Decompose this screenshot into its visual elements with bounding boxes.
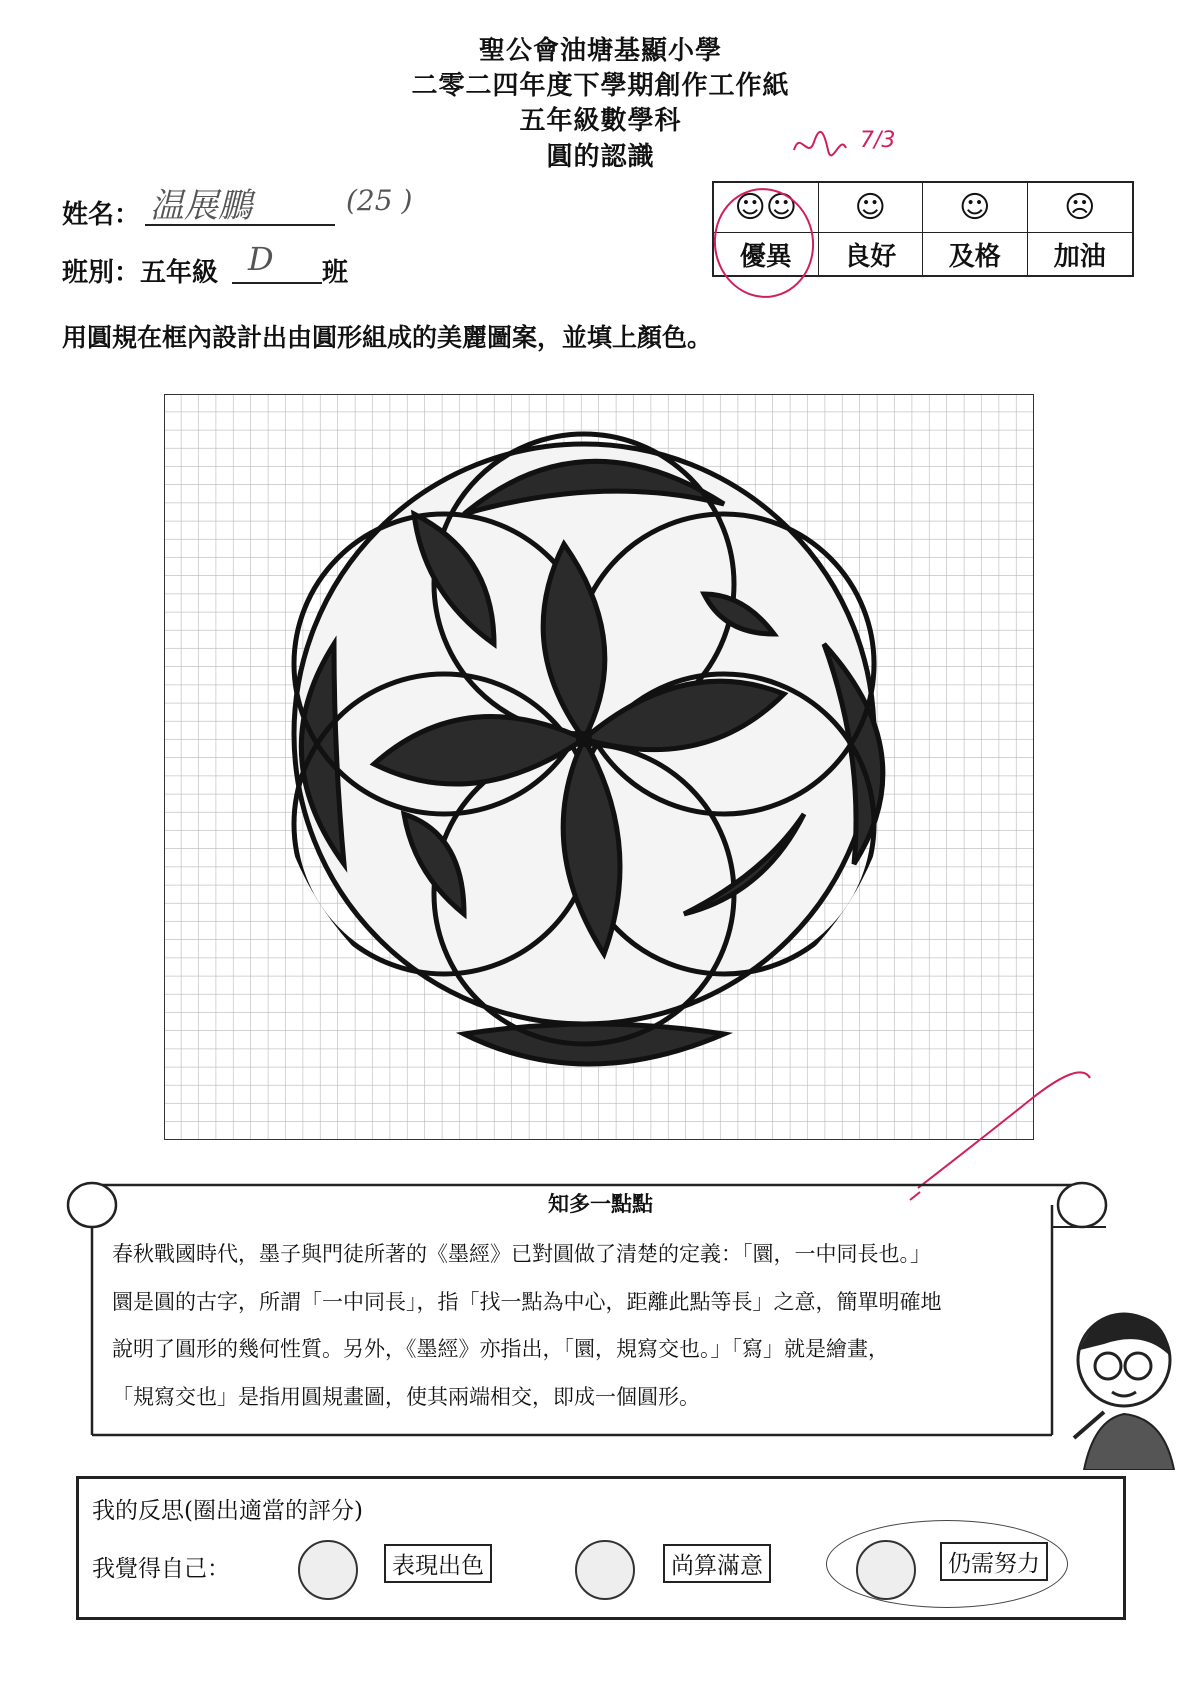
reflection-prompt: 我覺得自己： (92, 1556, 230, 1582)
cartoon-boy-illustration (1064, 1300, 1184, 1470)
teacher-mark-date: 7/3 (860, 128, 896, 153)
class-value: D (248, 240, 274, 278)
rating-face-excellent: ☺☺ (714, 183, 819, 233)
rating-label-pass[interactable]: 及格 (923, 233, 1028, 275)
rating-face-pass: ☺ (923, 183, 1028, 233)
reflection-option-excellent[interactable]: 表現出色 (384, 1544, 492, 1583)
name-underline (145, 224, 335, 226)
tip-title: 知多一點點 (548, 1192, 653, 1216)
happy-kid-icon (298, 1540, 358, 1600)
topic-title: 圓的認識 (546, 142, 655, 172)
drawing-area[interactable] (164, 394, 1034, 1140)
reflection-option-satisfied[interactable]: 尚算滿意 (663, 1544, 771, 1583)
rating-label-excellent[interactable]: 優異 (714, 233, 819, 275)
tip-line-4: 「規寫交也」是指用圓規畫圖，使其兩端相交，即成一個圓形。 (112, 1385, 700, 1409)
tip-line-1: 春秋戰國時代，墨子與門徒所著的《墨經》已對圓做了清楚的定義：「圜，一中同長也。」 (112, 1242, 931, 1266)
rating-label-tryharder[interactable]: 加油 (1053, 241, 1106, 272)
reflection-option-needs-effort[interactable]: 仍需努力 (940, 1542, 1048, 1581)
class-label: 班別：五年級 (62, 258, 219, 288)
tip-line-3: 說明了圓形的幾何性質。另外，《墨經》亦指出，「圜，規寫交也。」「寫」就是繪畫， (112, 1337, 889, 1361)
school-name: 聖公會油塘基顯小學 (478, 36, 722, 66)
student-number: (25 ) (346, 184, 413, 217)
circle-pattern-drawing (164, 394, 1034, 1140)
name-value: 温展鵬 (150, 186, 252, 226)
thinking-kid-icon (575, 1540, 635, 1600)
name-label: 姓名： (62, 200, 141, 230)
tip-line-2: 圜是圓的古字，所謂「一中同長」，指「找一點為中心，距離此點等長」之意，簡單明確地 (112, 1290, 942, 1314)
class-underline (232, 282, 322, 284)
reflection-title: 我的反思(圈出適當的評分) (92, 1498, 363, 1524)
selected-reflection-circle (826, 1520, 1068, 1608)
rating-face-good: ☺ (819, 183, 924, 233)
teacher-mark (790, 120, 910, 170)
subject-title: 五年級數學科 (519, 106, 682, 136)
term-title: 二零二四年度下學期創作工作紙 (411, 71, 790, 101)
class-suffix: 班 (322, 258, 349, 288)
boy-icon (1064, 1300, 1184, 1470)
instruction-text: 用圓規在框內設計出由圓形組成的美麗圖案，並填上顏色。 (62, 323, 713, 352)
rating-label-good[interactable]: 良好 (819, 233, 924, 275)
rating-face-tryharder: ☹ (1028, 183, 1133, 233)
